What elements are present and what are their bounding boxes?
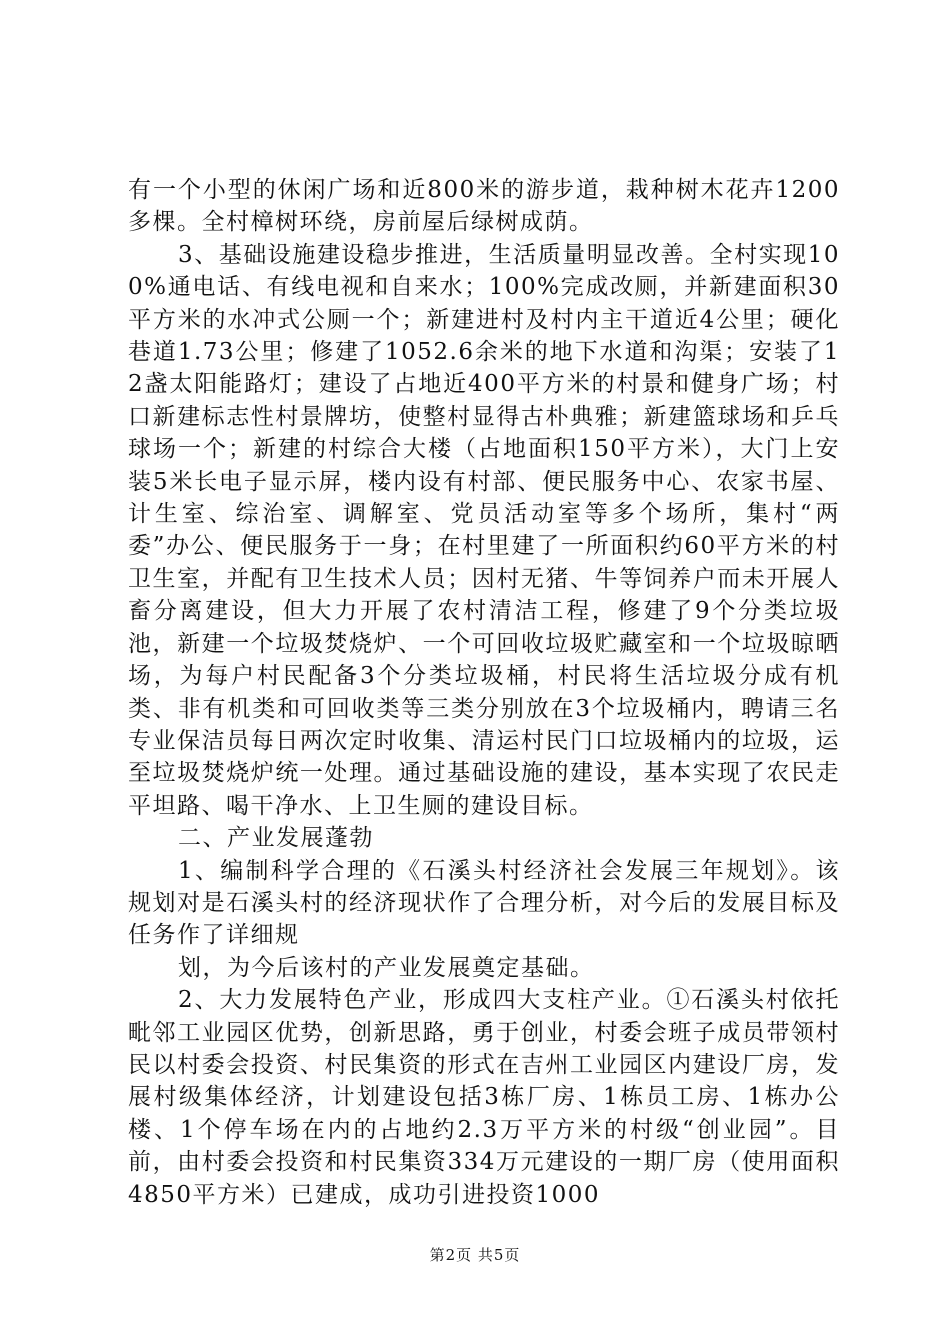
section-heading: 二、产业发展蓬勃: [178, 825, 374, 852]
document-body: [128, 174, 840, 1211]
paragraph-5: 2、大力发展特色产业，形成四大支柱产业。①石溪头村依托毗邻工业园区优势，创新思路，勇于创业，村委会班子成员带领村民以村委会投资、村民集资的形式在吉州工业园区内建设厂房，发展村级集体经济，计划建设包括3栋厂房、1栋员工房、1栋办公楼、1个停车场在内的占地约2.3万平方米的村级“创业园”。目前，由村委会投资和村民集资334万元建设的一期厂房（使用面积4850平方米）已建成，成功引进投资1000: [128, 987, 840, 1208]
page-footer: 第2页 共5页: [429, 1246, 521, 1264]
paragraph-3: 1、编制科学合理的《石溪头村经济社会发展三年规划》。该规划对是石溪头村的经济现状作了合理分析，对今后的发展目标及任务作了详细规: [128, 857, 840, 949]
paragraph-4: 划，为今后该村的产业发展奠定基础。: [178, 954, 595, 981]
paragraph-1: 有一个小型的休闲广场和近800米的游步道，栽种树木花卉1200多棵。全村樟树环绕，房前屋后绿树成荫。: [128, 177, 840, 236]
paragraph-2: 3、基础设施建设稳步推进，生活质量明显改善。全村实现100%通电话、有线电视和自来水；100%完成改厕，并新建面积30平方米的水冲式公厕一个；新建进村及村内主干道近4公里；硬化巷道1.73公里；修建了1052.6余米的地下水道和沟渠；安装了12盏太阳能路灯；建设了占地近400平方米的村景和健身广场；村口新建标志性村景牌坊，使整村显得古朴典雅；新建篮球场和乒乓球场一个；新建的村综合大楼（占地面积150平方米），大门上安装5米长电子显示屏，楼内设有村部、便民服务中心、农家书屋、计生室、综治室、调解室、党员活动室等多个场所，集村“两委”办公、便民服务于一身；在村里建了一所面积约60平方米的村卫生室，并配有卫生技术人员；因村无猪、牛等饲养户而未开展人畜分离建设，但大力开展了农村清洁工程，修建了9个分类垃圾池，新建一个垃圾焚烧炉、一个可回收垃圾贮藏室和一个垃圾晾晒场，为每户村民配备3个分类垃圾桶，村民将生活垃圾分成有机类、非有机类和可回收类等三类分别放在3个垃圾桶内，聘请三名专业保洁员每日两次定时收集、清运村民门口垃圾桶内的垃圾，运至垃圾焚烧炉统一处理。通过基础设施的建设，基本实现了农民走平坦路、喝干净水、上卫生厕的建设目标。: [128, 241, 840, 819]
